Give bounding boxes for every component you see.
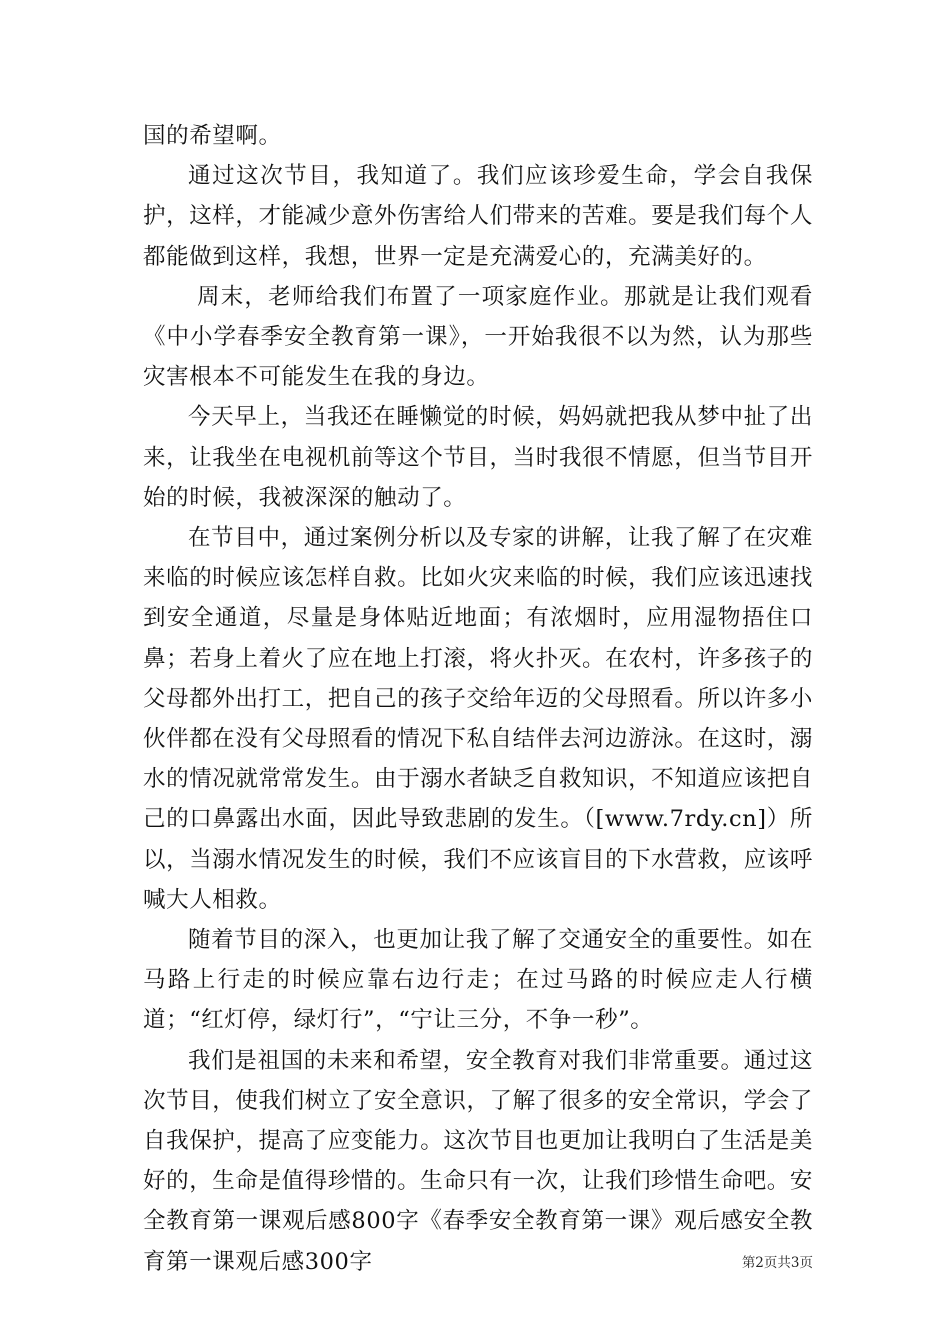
document-body	[143, 116, 813, 1282]
paragraph-conclusion: 我们是祖国的未来和希望，安全教育对我们非常重要。通过这次节目，使我们树立了安全意识，了解了很多的安全常识，学会了自我保护，提高了应变能力。这次节目也更加让我明白了生活是美好的，生命是值得珍惜的。生命只有一次，让我们珍惜生命吧。安全教育第一课观后感800字《春季安全教育第一课》观后感安全教育第一课观后感300字	[143, 1047, 813, 1275]
paragraph-self-rescue: 在节目中，通过案例分析以及专家的讲解，让我了解了在灾难来临的时候应该怎样自救。比如火灾来临的时候，我们应该迅速找到安全通道，尽量是身体贴近地面；有浓烟时，应用湿物捂住口鼻；若身上着火了应在地上打滚，将火扑灭。在农村，许多孩子的父母都外出打工，把自己的孩子交给年迈的父母照看。所以许多小伙伴都在没有父母照看的情况下私自结伴去河边游泳。在这时，溺水的情况就常常发生。由于溺水者缺乏自救知识，不知道应该把自己的口鼻露出水面，因此导致悲剧的发生。（[www.7rdy.cn]）所以，当溺水情况发生的时候，我们不应该盲目的下水营救，应该呼喊大人相救。	[143, 525, 813, 913]
paragraph-traffic-safety: 随着节目的深入，也更加让我了解了交通安全的重要性。如在马路上行走的时候应靠右边行走；在过马路的时候应走人行横道；“红灯停，绿灯行”，“宁让三分，不争一秒”。	[143, 927, 813, 1034]
paragraph-homework: 周末，老师给我们布置了一项家庭作业。那就是让我们观看《中小学春季安全教育第一课》，一开始我很不以为然，认为那些灾害根本不可能发生在我的身边。	[143, 283, 813, 391]
paragraph-morning: 今天早上，当我还在睡懒觉的时候，妈妈就把我从梦中扯了出来，让我坐在电视机前等这个节目，当时我很不情愿，但当节目开始的时候，我被深深的触动了。	[143, 404, 813, 511]
paragraph-lesson-learned: 通过这次节目，我知道了。我们应该珍爱生命，学会自我保护，这样，才能减少意外伤害给人们带来的苦难。要是我们每个人都能做到这样，我想，世界一定是充满爱心的，充满美好的。	[143, 163, 813, 270]
page-number: 第2页共3页	[741, 1255, 813, 1271]
paragraph-continuation: 国的希望啊。	[143, 123, 282, 149]
